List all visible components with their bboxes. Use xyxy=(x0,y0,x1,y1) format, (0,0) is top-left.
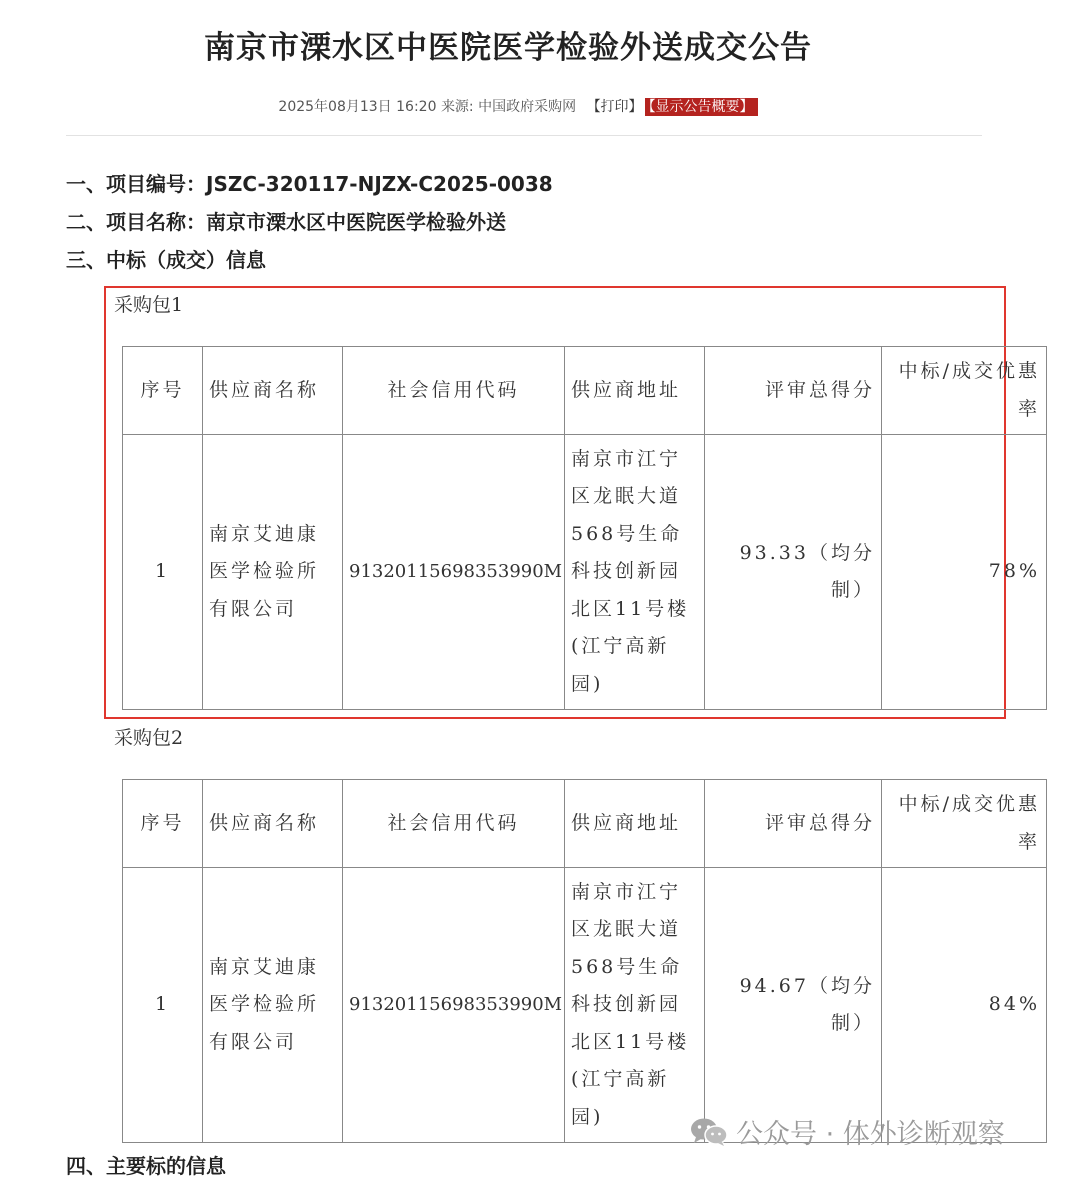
show-summary-button[interactable]: 【显示公告概要】 xyxy=(645,98,758,116)
project-number-label: 一、项目编号： xyxy=(66,172,206,196)
watermark-text: 公众号 · 体外诊断观察 xyxy=(736,1119,1005,1150)
project-name-value: 南京市溧水区中医院医学检验外送 xyxy=(206,210,506,234)
col-supplier-address: 供应商地址 xyxy=(565,347,705,435)
col-total-score: 评审总得分 xyxy=(705,347,882,435)
col-supplier-address: 供应商地址 xyxy=(565,780,705,868)
article-meta xyxy=(0,96,1036,116)
project-number xyxy=(66,168,553,197)
project-name xyxy=(66,206,506,235)
cell-seq: 1 xyxy=(123,435,203,710)
col-supplier-name: 供应商名称 xyxy=(203,347,343,435)
cell-supplier-address: 南京市江宁区龙眠大道568号生命科技创新园北区11号楼(江宁高新园) xyxy=(565,435,705,710)
cell-total-score: 94.67（均分制） xyxy=(705,868,882,1143)
cell-credit-code: 91320115698353990M xyxy=(343,435,565,710)
cell-supplier-name: 南京艾迪康医学检验所有限公司 xyxy=(203,868,343,1143)
cell-discount-rate: 78% xyxy=(882,435,1047,710)
watermark xyxy=(690,1112,1005,1151)
project-number-value: JSZC-320117-NJZX-C2025-0038 xyxy=(206,172,553,196)
cell-credit-code: 91320115698353990M xyxy=(343,868,565,1143)
package-2-label: 采购包2 xyxy=(114,727,184,749)
print-link[interactable]: 【打印】 xyxy=(586,99,643,115)
package-1-table xyxy=(122,346,1047,710)
source-label: 来源: xyxy=(440,99,474,115)
project-name-label: 二、项目名称： xyxy=(66,210,206,234)
table-header-row xyxy=(123,347,1047,435)
main-subject-heading: 四、主要标的信息 xyxy=(66,1154,226,1178)
cell-supplier-address: 南京市江宁区龙眠大道568号生命科技创新园北区11号楼(江宁高新园) xyxy=(565,868,705,1143)
col-seq: 序号 xyxy=(123,347,203,435)
table-row xyxy=(123,868,1047,1143)
col-credit-code: 社会信用代码 xyxy=(343,347,565,435)
wechat-icon xyxy=(690,1117,728,1147)
award-info-heading: 三、中标（成交）信息 xyxy=(66,248,266,272)
title-divider xyxy=(66,135,982,136)
col-credit-code: 社会信用代码 xyxy=(343,780,565,868)
col-total-score: 评审总得分 xyxy=(705,780,882,868)
publish-date: 2025年08月13日 16:20 xyxy=(278,99,437,115)
cell-seq: 1 xyxy=(123,868,203,1143)
cell-discount-rate: 84% xyxy=(882,868,1047,1143)
col-discount-rate: 中标/成交优惠率 xyxy=(882,347,1047,435)
source-name: 中国政府采购网 xyxy=(478,99,577,115)
page-title: 南京市溧水区中医院医学检验外送成交公告 xyxy=(204,30,812,66)
col-supplier-name: 供应商名称 xyxy=(203,780,343,868)
col-seq: 序号 xyxy=(123,780,203,868)
col-discount-rate: 中标/成交优惠率 xyxy=(882,780,1047,868)
table-header-row xyxy=(123,780,1047,868)
cell-supplier-name: 南京艾迪康医学检验所有限公司 xyxy=(203,435,343,710)
package-2-table xyxy=(122,779,1047,1143)
table-row xyxy=(123,435,1047,710)
package-1-label: 采购包1 xyxy=(114,294,184,316)
cell-total-score: 93.33（均分制） xyxy=(705,435,882,710)
